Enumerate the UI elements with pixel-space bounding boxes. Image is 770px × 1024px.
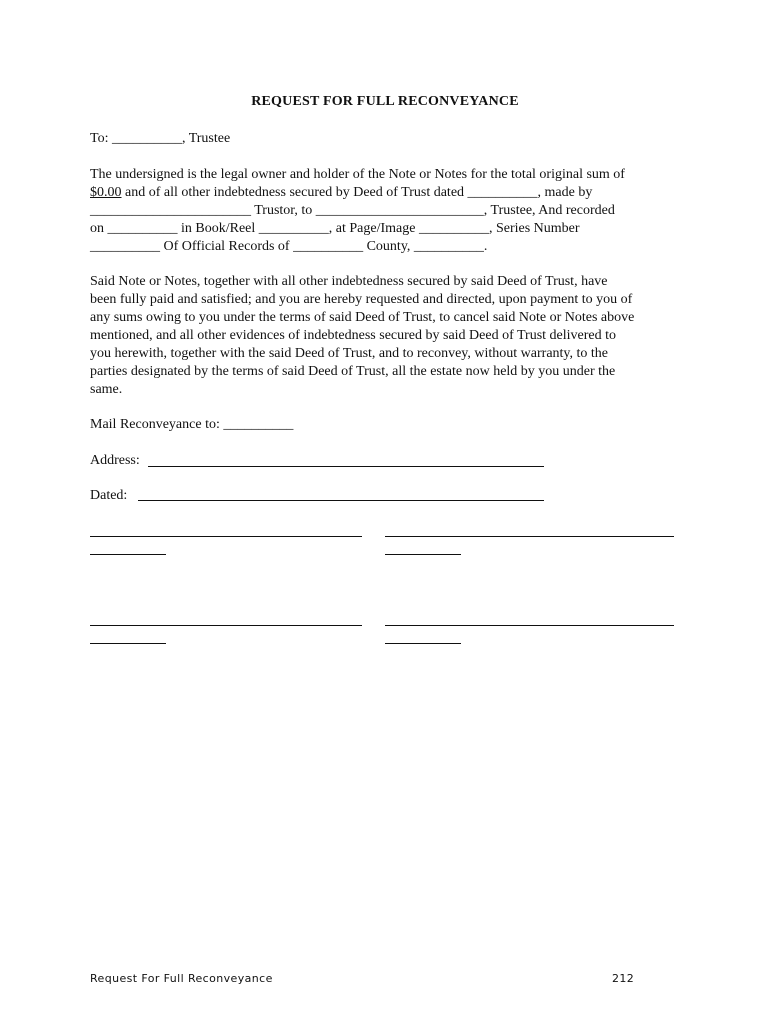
dated-label: Dated: xyxy=(90,488,128,503)
to-trustee-line: To: __________, Trustee xyxy=(90,131,231,146)
document-title: REQUEST FOR FULL RECONVEYANCE xyxy=(251,94,519,109)
mail-reconveyance-line: Mail Reconveyance to: __________ xyxy=(90,417,294,432)
para2-line-4: mentioned, and all other evidences of indebtedness secured by said Deed of Trust delivered to xyxy=(90,328,617,343)
para1-line-1: The undersigned is the legal owner and holder of the Note or Notes for the total original sum of xyxy=(90,167,625,182)
para2-line-5: you herewith, together with the said Deed of Trust, and to reconvey, without warranty, to the xyxy=(90,346,609,361)
para1-line-2-rest: and of all other indebtedness secured by Deed of Trust dated __________, made by xyxy=(121,185,593,200)
signature-line-3[interactable] xyxy=(90,625,362,626)
signature-name-blank-3[interactable] xyxy=(90,643,166,644)
address-label: Address: xyxy=(90,453,140,468)
footer-page-number: 212 xyxy=(612,972,635,985)
address-field-line[interactable] xyxy=(148,466,544,467)
signature-name-blank-4[interactable] xyxy=(385,643,461,644)
para2-line-1: Said Note or Notes, together with all other indebtedness secured by said Deed of Trust, have xyxy=(90,274,608,289)
para1-line-5: __________ Of Official Records of __________ County, __________. xyxy=(90,239,488,254)
footer-title: Request For Full Reconveyance xyxy=(90,972,273,985)
signature-name-blank-1[interactable] xyxy=(90,554,166,555)
signature-line-2[interactable] xyxy=(385,536,674,537)
para2-line-6: parties designated by the terms of said Deed of Trust, all the estate now held by you under the xyxy=(90,364,616,379)
para2-line-2: been fully paid and satisfied; and you are hereby requested and directed, upon payment to you of xyxy=(90,292,633,307)
para1-line-2 xyxy=(90,184,592,202)
signature-line-4[interactable] xyxy=(385,625,674,626)
dated-field-line[interactable] xyxy=(138,500,544,501)
para2-line-3: any sums owing to you under the terms of said Deed of Trust, to cancel said Note or Notes above xyxy=(90,310,635,325)
signature-line-1[interactable] xyxy=(90,536,362,537)
original-sum-amount: 0.00 xyxy=(97,185,122,200)
para1-line-4: on __________ in Book/Reel __________, at Page/Image __________, Series Number xyxy=(90,221,580,236)
signature-name-blank-2[interactable] xyxy=(385,554,461,555)
dollar-sign: $ xyxy=(90,185,97,200)
para1-line-3: _______________________ Trustor, to ________________________, Trustee, And recorded xyxy=(90,203,615,218)
para2-line-7: same. xyxy=(90,382,123,397)
